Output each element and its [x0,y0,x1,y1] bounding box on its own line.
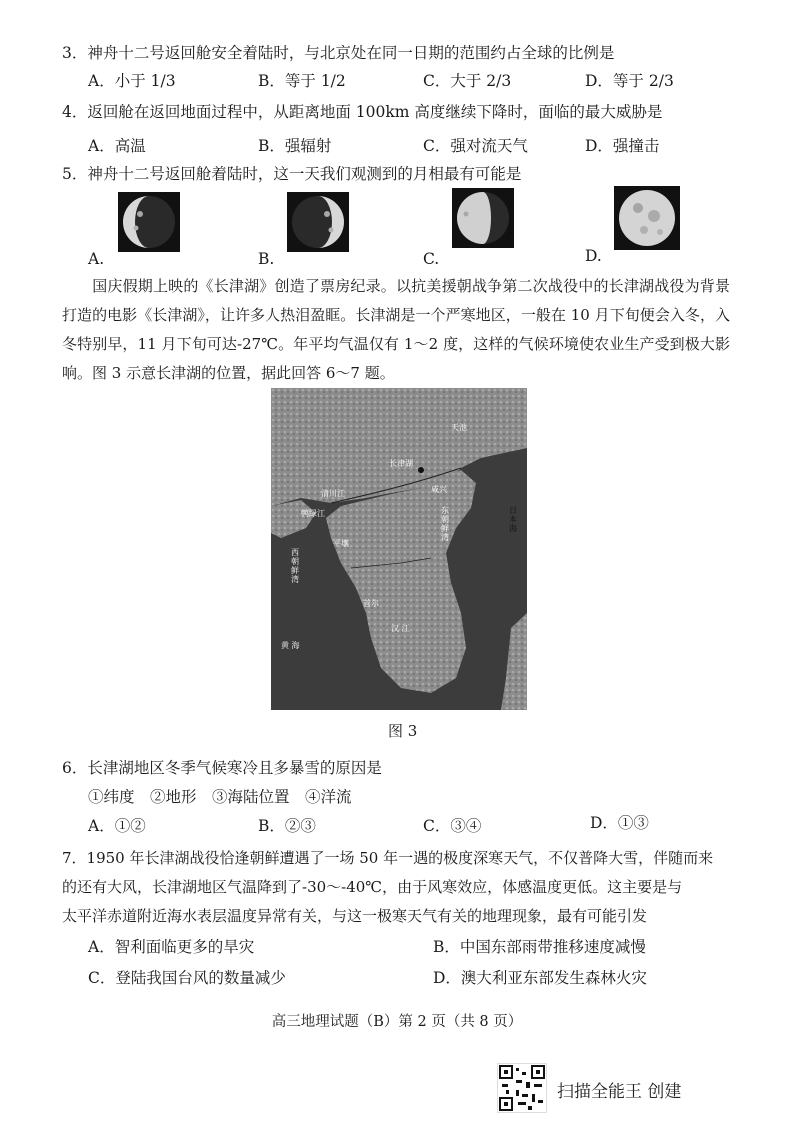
map-label-yalu-river: 鸭绿江 [301,509,325,518]
q3-option-a: A．小于 1/3 [88,72,176,90]
q5-option-a: A. [88,250,105,268]
page-footer: 高三地理试题（B）第 2 页（共 8 页） [271,1014,523,1030]
map-label-sea-of-japan: 日本海 [509,506,517,533]
moon-phase-c-image [452,188,514,248]
q5-option-c: C. [423,250,440,268]
q6-option-c: C．③④ [423,817,482,835]
moon-phase-d-image [614,186,680,250]
passage-text: 国庆假期上映的《长津湖》创造了票房纪录。以抗美援朝战争第二次战役中的长津湖战役为背景打造的电影《长津湖》，让许多人热泪盈眶。长津湖是一个严寒地区，一般在 10 月下旬便会入冬，入冬特别早，11 月下旬可达-27℃。年平均气温仅有 1～2 度，这样的气候环境使农业生产受到极大影响。图 3 示意长津湖的位置，据此回答 6～7 题。 [62,277,730,382]
q7-stem-line-3: 太平洋赤道附近海水表层温度异常有关，与这一极寒天气有关的地理现象，最有可能引发 [62,907,648,925]
q6-option-a: A．①② [88,817,146,835]
map-label-han-river: 汉 江 [391,624,410,633]
q3-option-d: D．等于 2/3 [585,72,674,90]
q7-stem-line-1: 7．1950 年长津湖战役恰逢朝鲜遭遇了一场 50 年一遇的极度深寒天气，不仅普降大雪，伴随而来 [62,849,714,867]
map-label-tianchi: 天池 [451,423,467,432]
q4-option-c: C．强对流天气 [423,137,528,155]
map-label-hamhung: 咸兴 [431,485,447,494]
moon-phase-b-image [287,192,349,252]
map-label-changjin-lake: 长津湖 [389,459,413,468]
qr-code-image [497,1063,547,1113]
q4-stem: 4．返回舱在返回地面过程中，从距离地面 100km 高度继续下降时，面临的最大威胁是 [62,103,663,121]
map-label-east-korea-bay: 东朝鲜湾 [441,506,449,542]
figure-caption: 图 3 [388,722,418,740]
q4-option-a: A．高温 [88,137,146,155]
q7-option-b: B．中国东部雨带推移速度减慢 [433,938,646,956]
korea-map-figure [271,388,527,710]
q6-option-d: D．①③ [590,814,649,832]
q5-option-d: D. [585,247,602,265]
moon-phase-a-image [118,192,180,252]
q4-option-b: B．强辐射 [258,137,332,155]
q5-option-b: B. [258,250,275,268]
map-label-yellow-sea: 黄 海 [281,641,300,650]
q7-option-d: D．澳大利亚东部发生森林火灾 [433,969,647,987]
q4-option-d: D．强撞击 [585,137,660,155]
map-label-pyongyang: 平壤 [333,539,349,548]
scanner-watermark-text: 扫描全能王 创建 [557,1082,682,1102]
q3-option-b: B．等于 1/2 [258,72,346,90]
map-label-seoul: 首尔 [363,599,379,608]
q7-option-a: A．智利面临更多的旱灾 [88,938,255,956]
q3-stem: 3．神舟十二号返回舱安全着陆时，与北京处在同一日期的范围约占全球的比例是 [62,44,615,62]
q6-option-b: B．②③ [258,817,316,835]
q7-stem-line-2: 的还有大风，长津湖地区气温降到了-30～-40℃，由于风寒效应，体感温度更低。这主要是与 [62,878,683,896]
q5-stem: 5．神舟十二号返回舱着陆时，这一天我们观测到的月相最有可能是 [62,165,522,183]
q7-option-c: C．登陆我国台风的数量减少 [88,969,286,987]
q6-stem: 6．长津湖地区冬季气候寒冷且多暴雪的原因是 [62,759,382,777]
map-label-cheongcheon-river: 清川江 [321,489,345,498]
map-label-west-korea-bay: 西朝鲜湾 [291,548,299,584]
q6-factors: ①纬度 ②地形 ③海陆位置 ④洋流 [88,788,352,806]
q3-option-c: C．大于 2/3 [423,72,512,90]
